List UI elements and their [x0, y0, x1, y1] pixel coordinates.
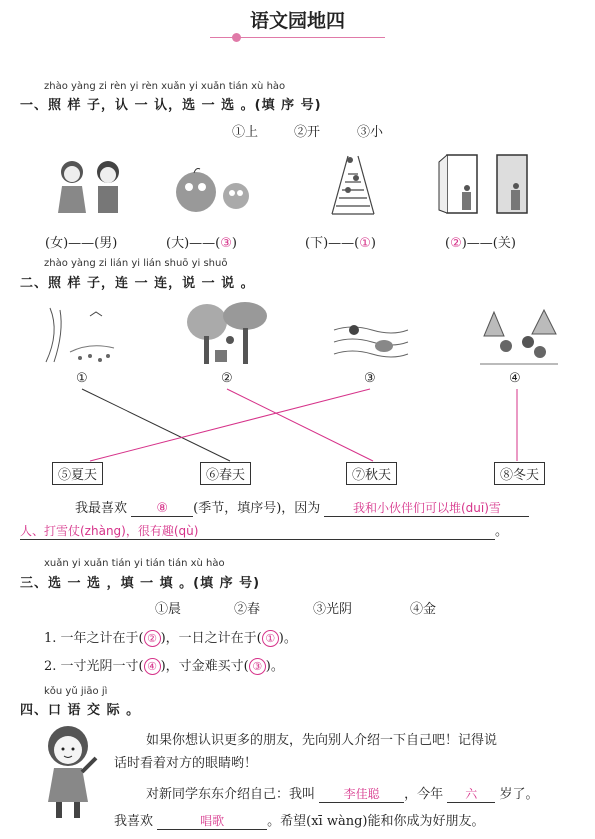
pair-big-answer: ③ [220, 236, 232, 251]
s1-pinyin: zhào yàng zi rèn yi rèn xuǎn yi xuǎn tián xù hào [44, 81, 286, 92]
fav-b: (季节，填序号)，因为 [193, 501, 321, 516]
match-line-3-5 [90, 389, 370, 461]
pair-close-answer: ② [450, 236, 462, 251]
reason-row-2 [20, 520, 508, 540]
s4-para-1: 如果你想认识更多的朋友，先向别人介绍一下自己吧！记得说 [146, 733, 498, 748]
s3-option-3: ③光阴 [313, 602, 353, 617]
s1-option-2: ②开 [294, 125, 321, 140]
s2-pinyin: zhào yàng zi lián yi lián shuō yi shuō [44, 258, 228, 269]
q2-c: )。 [265, 659, 284, 674]
reason-line-1: 我和小伙伴们可以堆(duī)雪 [324, 499, 529, 517]
s3-option-4: ④金 [410, 602, 437, 617]
q1-b: )，一日之计在于( [160, 631, 262, 646]
scene-num-4: ④ [509, 371, 521, 386]
q2-a: 2. 一寸光阴一寸( [44, 659, 144, 674]
pair-down-answer: ① [359, 236, 371, 251]
q1-answer-2: ① [262, 630, 279, 647]
pair-down-right: ) [370, 236, 376, 251]
s3-question-2 [44, 655, 284, 675]
q1-a: 1. 一年之计在于( [44, 631, 144, 646]
pair-close-right: )——(关) [461, 236, 516, 251]
name-answer: 李佳聪 [319, 785, 404, 803]
scene-num-3: ③ [364, 371, 376, 386]
s1-option-3: ③小 [357, 125, 384, 140]
season-autumn: ⑦秋天 [346, 462, 397, 485]
age-answer: 六 [447, 785, 495, 803]
pair-big-left: (大)——( [166, 236, 221, 251]
intro-c: 岁了。 [499, 787, 539, 802]
pair-close-pre: ( [445, 236, 451, 251]
pair-female-male: (女)——(男) [45, 236, 118, 251]
s3-question-1 [44, 627, 297, 647]
fav-a: 我最喜欢 [75, 501, 128, 516]
pair-down-left: (下)——( [305, 236, 360, 251]
like-b: 。希望(xī wàng)能和你成为好朋友。 [267, 814, 485, 829]
q2-answer-2: ③ [249, 658, 266, 675]
intro-b: ，今年 [404, 787, 444, 802]
page-title: 语文园地四 [250, 10, 346, 32]
fav-sentence [75, 497, 529, 517]
season-spring: ⑥春天 [200, 462, 251, 485]
s4-intro [146, 783, 538, 803]
s4-heading: 四、口 语 交 际 。 [20, 703, 141, 718]
scene-num-2: ② [221, 371, 233, 386]
girl-waving-image [34, 722, 104, 822]
s4-pinyin: kǒu yǔ jiāo jì [44, 686, 108, 697]
q1-answer-1: ② [144, 630, 161, 647]
s3-option-1: ①晨 [155, 602, 182, 617]
season-summer: ⑤夏天 [52, 462, 103, 485]
q2-answer-1: ④ [144, 658, 161, 675]
s1-heading: 一、照 样 子，认 一 认，选 一 选 。(填 序 号) [20, 98, 322, 113]
s3-option-2: ②春 [234, 602, 261, 617]
s3-pinyin: xuǎn yi xuǎn tián yi tián tián xù hào [44, 558, 225, 569]
reason-end: 。 [495, 524, 509, 539]
s2-heading: 二、照 样 子，连 一 连，说 一 说 。 [20, 276, 255, 291]
s1-option-1: ①上 [232, 125, 259, 140]
s4-para-2: 话时看着对方的眼睛哟！ [114, 756, 258, 771]
scene-num-1: ① [76, 371, 88, 386]
pair-big-right: ) [231, 236, 237, 251]
season-winter: ⑧冬天 [494, 462, 545, 485]
reason-line-2: 人、打雪仗(zhàng)，很有趣(qù) [20, 522, 495, 540]
q1-c: )。 [278, 631, 297, 646]
fav-answer: ⑧ [131, 501, 193, 517]
s4-like [114, 810, 485, 830]
q2-b: )，寸金难买寸( [160, 659, 249, 674]
s3-heading: 三、选 一 选 ，填 一 填 。(填 序 号) [20, 576, 261, 591]
like-a: 我喜欢 [114, 814, 154, 829]
hobby-answer: 唱歌 [157, 812, 267, 830]
intro-a: 对新同学东东介绍自己：我叫 [146, 787, 316, 802]
match-line-1-6 [82, 389, 230, 461]
match-line-2-7 [227, 389, 373, 461]
